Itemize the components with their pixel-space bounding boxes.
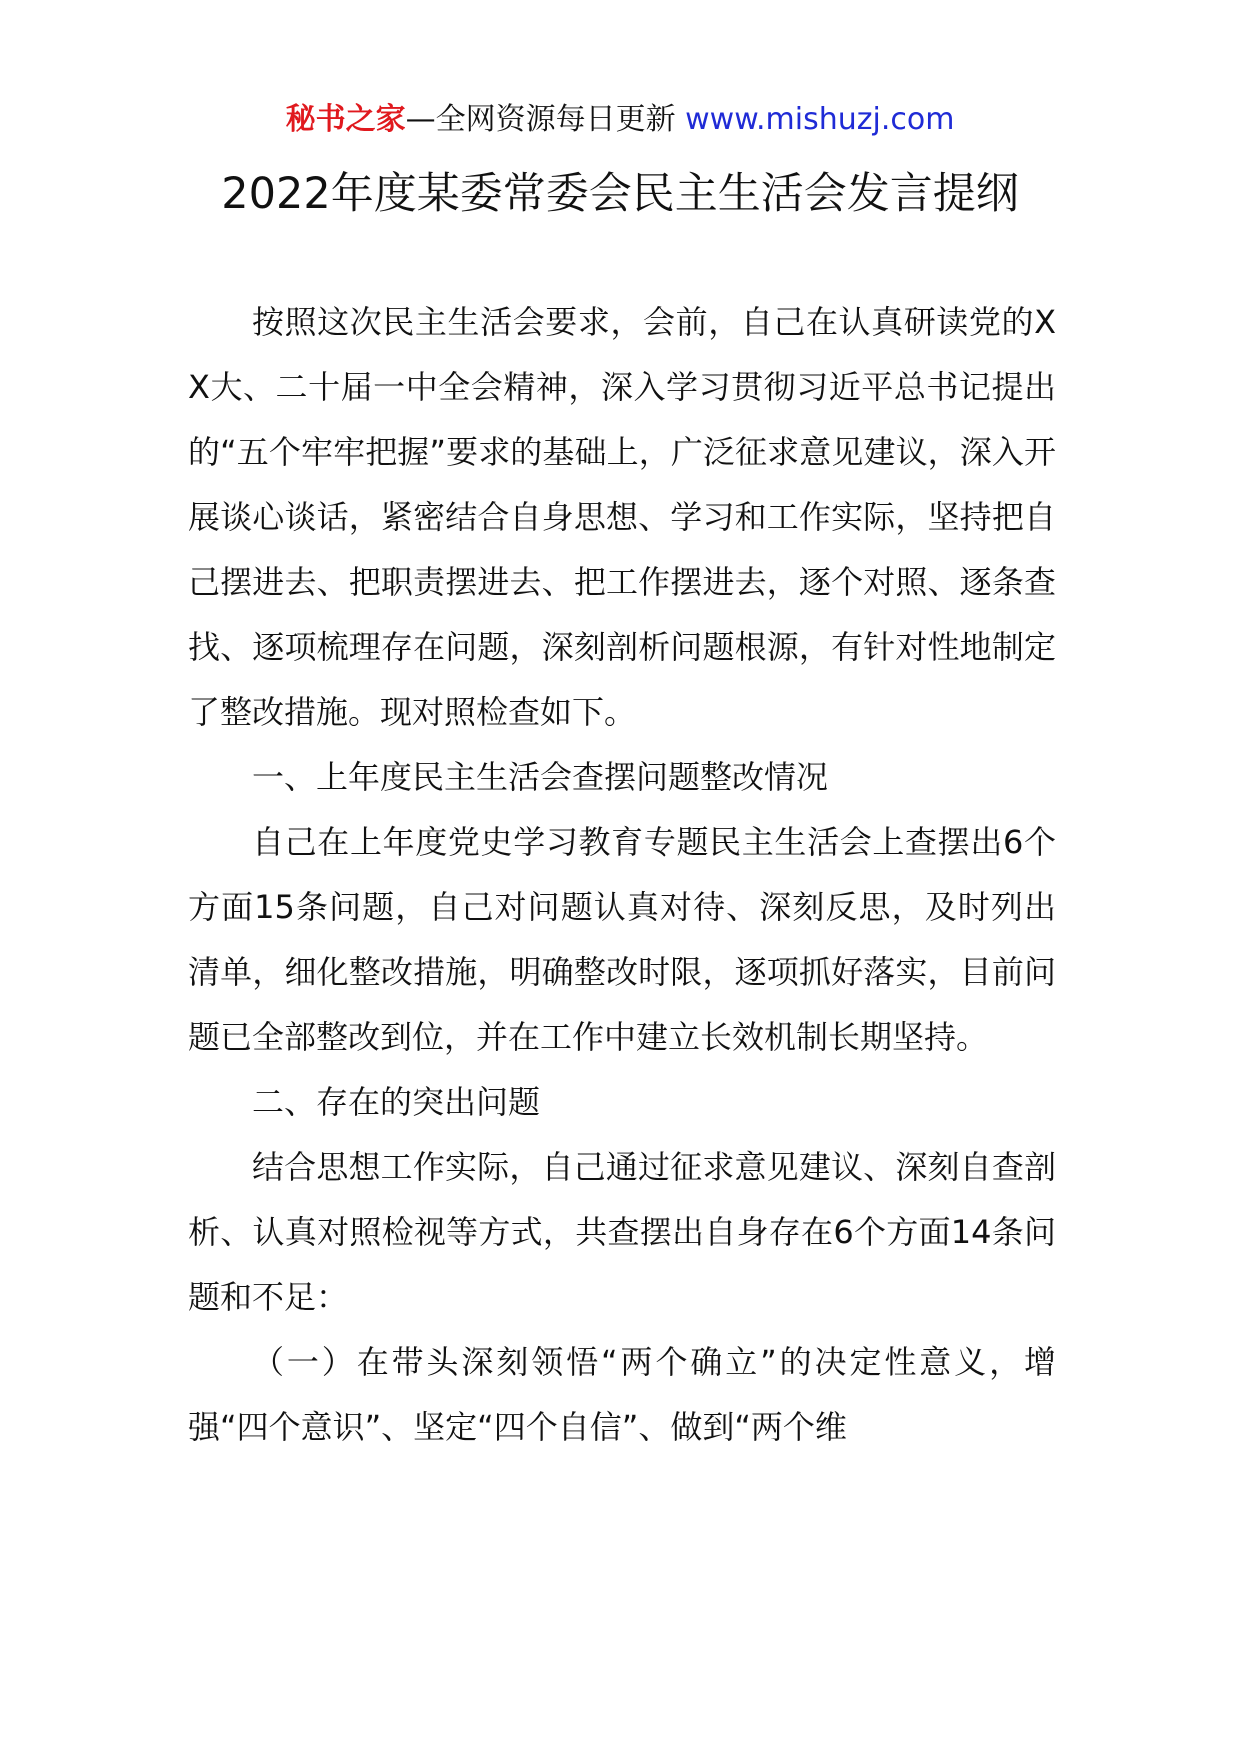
intro-paragraph: 按照这次民主生活会要求，会前，自己在认真研读党的XX大、二十届一中全会精神，深入学习贯彻习近平总书记提出的“五个牢牢把握”要求的基础上，广泛征求意见建议，深入开展谈心谈话，紧密结合自身思想、学习和工作实际，坚持把自己摆进去、把职责摆进去、把工作摆进去，逐个对照、逐条查找、逐项梳理存在问题，深刻剖析问题根源，有针对性地制定了整改措施。现对照检查如下。	[188, 303, 1056, 731]
section-heading-1: 一、上年度民主生活会查摆问题整改情况	[252, 758, 829, 796]
site-url-link[interactable]: www.mishuzj.com	[685, 102, 955, 137]
section-2-paragraph: 结合思想工作实际，自己通过征求意见建议、深刻自查剖析、认真对照检视等方式，共查摆出自身存在6个方面14条问题和不足：	[188, 1148, 1056, 1316]
document-body	[188, 290, 1056, 1460]
subsection-1-paragraph: （一）在带头深刻领悟“两个确立”的决定性意义，增强“四个意识”、坚定“四个自信”、做到“两个维	[188, 1343, 1056, 1446]
document-title: 2022年度某委常委会民主生活会发言提纲	[221, 169, 1019, 219]
section-heading-2: 二、存在的突出问题	[252, 1083, 541, 1121]
header-tagline: —全网资源每日更新	[405, 102, 676, 137]
section-1-paragraph: 自己在上年度党史学习教育专题民主生活会上查摆出6个方面15条问题，自己对问题认真对待、深刻反思，及时列出清单，细化整改措施，明确整改时限，逐项抓好落实，目前问题已全部整改到位，并在工作中建立长效机制长期坚持。	[188, 823, 1056, 1056]
header-banner	[0, 100, 1240, 140]
brand-name: 秘书之家	[285, 102, 406, 137]
